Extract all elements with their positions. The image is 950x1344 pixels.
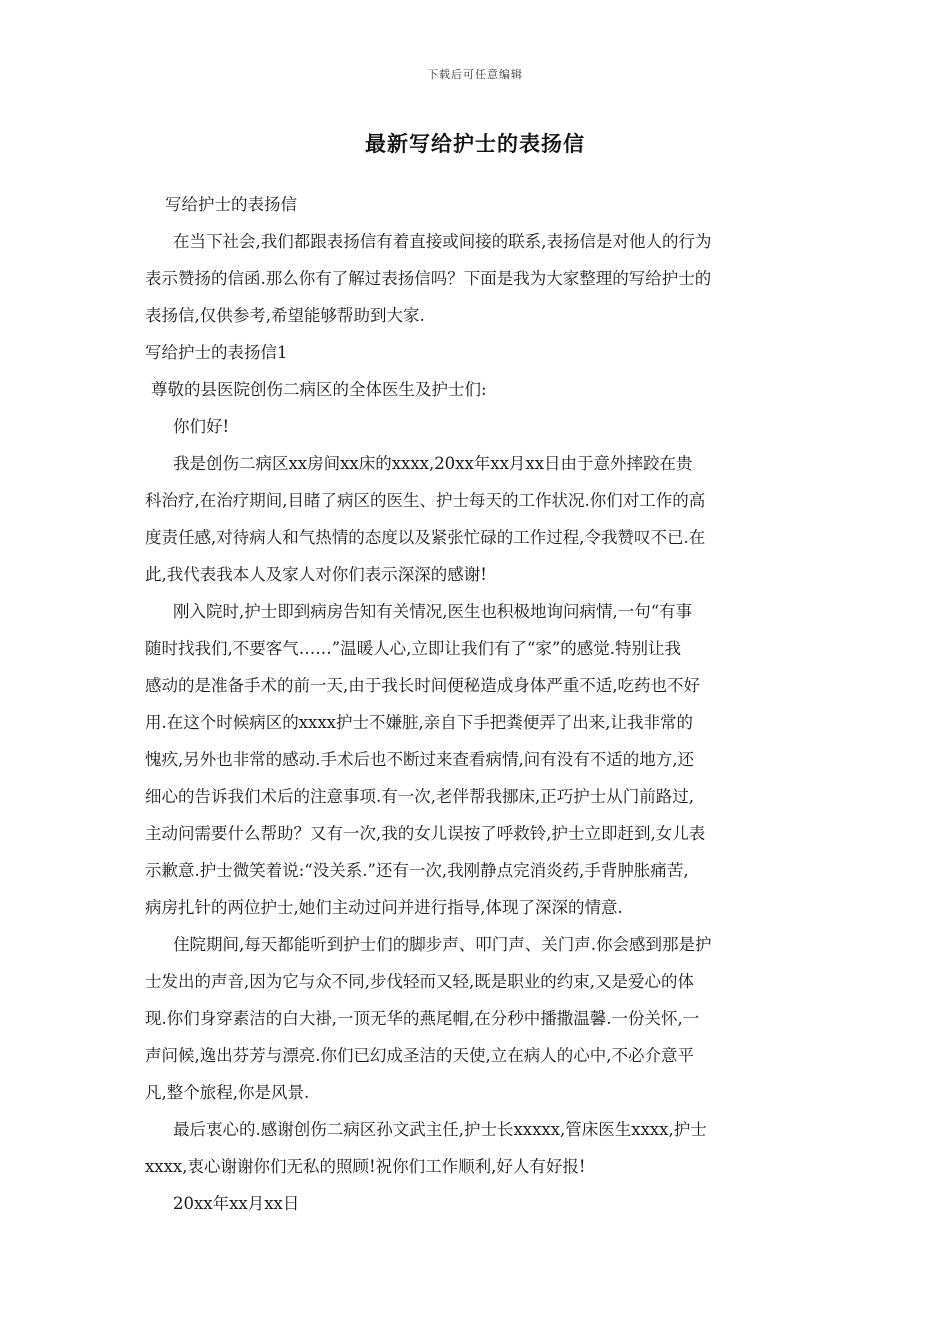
text-line: 凡,整个旅程,你是风景. bbox=[145, 1083, 310, 1102]
text-line: 示歉意.护士微笑着说:“没关系.”还有一次,我刚静点完消炎药,手背肿胀痛苦, bbox=[145, 861, 689, 880]
text-line: 此,我代表我本人及家人对你们表示深深的感谢! bbox=[145, 565, 487, 584]
text-line: 现.你们身穿素洁的白大褂,一顶无华的燕尾帽,在分秒中播撒温馨.一份关怀,一 bbox=[145, 1009, 700, 1028]
text-line: 最后衷心的.感谢创伤二病区孙文武主任,护士长xxxxx,管床医生xxxx,护士 bbox=[173, 1120, 707, 1139]
text-line: 随时找我们,不要客气……”温暖人心,立即让我们有了“家”的感觉.特别让我 bbox=[145, 639, 682, 658]
text-line: 表扬信,仅供参考,希望能够帮助到大家. bbox=[145, 306, 425, 325]
text-line: 你们好! bbox=[173, 417, 230, 436]
text-line: 20xx年xx月xx日 bbox=[173, 1194, 300, 1213]
text-line: 病房扎针的两位护士,她们主动过问并进行指导,体现了深深的情意. bbox=[145, 898, 623, 917]
text-line: xxxx,衷心谢谢你们无私的照顾!祝你们工作顺利,好人有好报! bbox=[145, 1157, 586, 1176]
text-line: 我是创伤二病区xx房间xx床的xxxx,20xx年xx月xx日由于意外摔跤在贵 bbox=[173, 454, 693, 473]
text-line: 声问候,逸出芬芳与漂亮.你们已幻成圣洁的天使,立在病人的心中,不必介意平 bbox=[145, 1046, 694, 1065]
text-line: 愧疚,另外也非常的感动.手术后也不断过来查看病情,问有没有不适的地方,还 bbox=[145, 750, 694, 769]
text-line: 在当下社会,我们都跟表扬信有着直接或间接的联系,表扬信是对他人的行为 bbox=[173, 232, 712, 251]
text-line: 表示赞扬的信函.那么你有了解过表扬信吗？下面是我为大家整理的写给护士的 bbox=[145, 269, 712, 288]
header-note: 下载后可任意编辑 bbox=[427, 68, 523, 81]
text-line: 刚入院时,护士即到病房告知有关情况,医生也积极地询问病情,一句“有事 bbox=[173, 602, 693, 621]
text-line: 尊敬的县医院创伤二病区的全体医生及护士们: bbox=[151, 380, 487, 399]
text-line: 主动问需要什么帮助？又有一次,我的女儿误按了呼救铃,护士立即赶到,女儿表 bbox=[145, 824, 706, 843]
document-body bbox=[145, 186, 813, 1222]
text-line: 写给护士的表扬信 bbox=[165, 195, 297, 214]
page-title: 最新写给护士的表扬信 bbox=[365, 131, 585, 156]
text-line: 写给护士的表扬信1 bbox=[145, 343, 288, 362]
text-line: 用.在这个时候病区的xxxx护士不嫌脏,亲自下手把粪便弄了出来,让我非常的 bbox=[145, 713, 693, 732]
text-line: 科治疗,在治疗期间,目睹了病区的医生、护士每天的工作状况.你们对工作的高 bbox=[145, 491, 706, 510]
text-line: 士发出的声音,因为它与众不同,步伐轻而又轻,既是职业的约束,又是爱心的体 bbox=[145, 972, 694, 991]
text-line: 住院期间,每天都能听到护士们的脚步声、叩门声、关门声.你会感到那是护 bbox=[173, 935, 712, 954]
text-line: 度责任感,对待病人和气热情的态度以及紧张忙碌的工作过程,令我赞叹不已.在 bbox=[145, 528, 706, 547]
text-line: 感动的是准备手术的前一天,由于我长时间便秘造成身体严重不适,吃药也不好 bbox=[145, 676, 700, 695]
text-line: 细心的告诉我们术后的注意事项.有一次,老伴帮我挪床,正巧护士从门前路过, bbox=[145, 787, 694, 806]
